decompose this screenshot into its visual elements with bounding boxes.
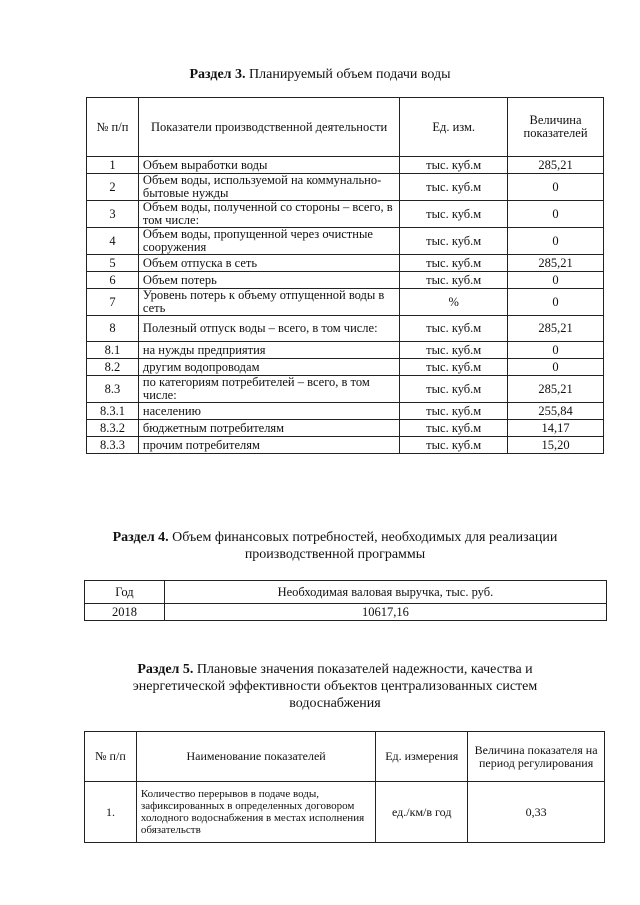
cell-unit: тыс. куб.м [400, 255, 508, 272]
cell-indicator: населению [138, 403, 399, 420]
table-row [87, 289, 604, 316]
section5-heading [70, 661, 600, 712]
cell-indicator: на нужды предприятия [138, 342, 399, 359]
section5-title-line1: Плановые значения показателей надежности, качества и [196, 662, 533, 677]
section5-label: Раздел 5. [137, 662, 194, 677]
table-header-row [85, 732, 605, 782]
cell-number: 1. [85, 782, 137, 843]
cell-value: 255,84 [508, 403, 604, 420]
cell-value: 285,21 [508, 157, 604, 174]
cell-value: 0 [508, 289, 604, 316]
table-row [87, 420, 604, 437]
cell-unit: тыс. куб.м [400, 316, 508, 342]
section4-title-line1: Объем финансовых потребностей, необходимых для реализации [172, 530, 558, 545]
financial-needs-table [84, 580, 607, 621]
cell-value: 285,21 [508, 316, 604, 342]
table-row [87, 255, 604, 272]
cell-indicator: прочим потребителям [138, 437, 399, 454]
cell-unit: тыс. куб.м [400, 437, 508, 454]
cell-unit: ед./км/в год [376, 782, 468, 843]
table-row [87, 316, 604, 342]
cell-value: 14,17 [508, 420, 604, 437]
cell-unit: тыс. куб.м [400, 342, 508, 359]
cell-indicator: Объем воды, полученной со стороны – всего, в том числе: [138, 201, 399, 228]
cell-unit: тыс. куб.м [400, 272, 508, 289]
section4-heading [70, 529, 600, 563]
cell-number: 1 [87, 157, 139, 174]
cell-value: 0 [508, 174, 604, 201]
column-header-revenue: Необходимая валовая выручка, тыс. руб. [164, 581, 606, 604]
section4-title-line2: производственной программы [244, 547, 426, 562]
section4-label: Раздел 4. [112, 530, 169, 545]
table-row [87, 403, 604, 420]
cell-indicator: другим водопроводам [138, 359, 399, 376]
column-header-unit: Ед. изм. [400, 98, 508, 157]
water-supply-table [86, 97, 604, 454]
cell-number: 7 [87, 289, 139, 316]
section3-title: Планируемый объем подачи воды [249, 67, 451, 82]
column-header-indicator: Показатели производственной деятельности [138, 98, 399, 157]
cell-indicator: Объем воды, используемой на коммунально-бытовые нужды [138, 174, 399, 201]
cell-unit: тыс. куб.м [400, 376, 508, 403]
cell-value: 285,21 [508, 255, 604, 272]
column-header-number: № п/п [85, 732, 137, 782]
reliability-indicators-table [84, 731, 605, 843]
cell-number: 6 [87, 272, 139, 289]
cell-value: 0 [508, 359, 604, 376]
table-header-row [87, 98, 604, 157]
section3-heading [0, 66, 640, 83]
section3-label: Раздел 3. [189, 67, 246, 82]
cell-number: 8.3.1 [87, 403, 139, 420]
cell-number: 8 [87, 316, 139, 342]
cell-indicator: Объем выработки воды [138, 157, 399, 174]
section5-title-line2: энергетической эффективности объектов централизованных систем [132, 679, 538, 694]
cell-value: 15,20 [508, 437, 604, 454]
table-row [87, 174, 604, 201]
cell-value: 285,21 [508, 376, 604, 403]
table-row [87, 376, 604, 403]
column-header-value: Величина показателя на период регулирования [468, 732, 605, 782]
cell-indicator: Объем потерь [138, 272, 399, 289]
cell-unit: тыс. куб.м [400, 228, 508, 255]
cell-indicator: Объем отпуска в сеть [138, 255, 399, 272]
table-header-row [85, 581, 607, 604]
cell-unit: тыс. куб.м [400, 157, 508, 174]
cell-number: 8.3 [87, 376, 139, 403]
cell-unit: тыс. куб.м [400, 359, 508, 376]
cell-value: 0 [508, 228, 604, 255]
cell-number: 2 [87, 174, 139, 201]
cell-value: 0 [508, 201, 604, 228]
cell-name: Количество перерывов в подаче воды, зафиксированных в определенных договором холодного водоснабжения в местах исполнения обязательств [136, 782, 375, 843]
cell-indicator: Полезный отпуск воды – всего, в том числе: [138, 316, 399, 342]
cell-indicator: по категориям потребителей – всего, в том числе: [138, 376, 399, 403]
cell-year: 2018 [85, 604, 165, 621]
table-row [87, 157, 604, 174]
table-row [87, 272, 604, 289]
cell-unit: тыс. куб.м [400, 403, 508, 420]
table-row [85, 604, 607, 621]
cell-number: 5 [87, 255, 139, 272]
cell-number: 8.2 [87, 359, 139, 376]
table-row [87, 228, 604, 255]
cell-revenue: 10617,16 [164, 604, 606, 621]
column-header-unit: Ед. измерения [376, 732, 468, 782]
cell-value: 0 [508, 272, 604, 289]
column-header-number: № п/п [87, 98, 139, 157]
cell-indicator: Объем воды, пропущенной через очистные сооружения [138, 228, 399, 255]
table-row [85, 782, 605, 843]
cell-unit: % [400, 289, 508, 316]
section5-title-line3: водоснабжения [289, 696, 381, 711]
table-row [87, 437, 604, 454]
table-row [87, 342, 604, 359]
cell-number: 8.3.2 [87, 420, 139, 437]
column-header-value: Величина показателей [508, 98, 604, 157]
column-header-year: Год [85, 581, 165, 604]
cell-number: 8.3.3 [87, 437, 139, 454]
cell-number: 8.1 [87, 342, 139, 359]
table-row [87, 359, 604, 376]
cell-unit: тыс. куб.м [400, 420, 508, 437]
cell-indicator: Уровень потерь к объему отпущенной воды в сеть [138, 289, 399, 316]
cell-unit: тыс. куб.м [400, 174, 508, 201]
cell-number: 4 [87, 228, 139, 255]
cell-indicator: бюджетным потребителям [138, 420, 399, 437]
cell-value: 0 [508, 342, 604, 359]
cell-unit: тыс. куб.м [400, 201, 508, 228]
cell-number: 3 [87, 201, 139, 228]
cell-value: 0,33 [468, 782, 605, 843]
column-header-name: Наименование показателей [136, 732, 375, 782]
table-row [87, 201, 604, 228]
